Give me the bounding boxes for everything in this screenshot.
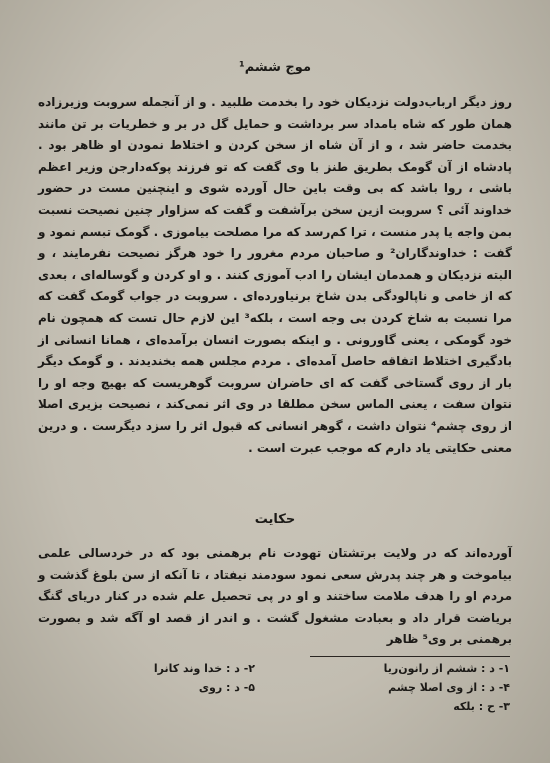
footnote-5: ۳- ح : بلکه	[453, 700, 510, 713]
footnote-2: ۲- د : خدا وند کانرا	[153, 662, 255, 675]
footnote-4: ۵- د : روی	[198, 681, 255, 694]
footnote-rule	[310, 656, 510, 657]
section-title: حکایت	[254, 512, 296, 527]
footnote-1: ۱- د : ششم از رانون‌ریا	[383, 662, 510, 675]
paragraph: روز دیگر ارباب‌دولت نزدیکان خود را بخدمت طلبید . و از آنجمله سروبت وزیرزاده همان طور که شاه بامداد سر برداشت و حمایل گل در بر و خطریات بر تن مانند بخدمت حاضر شد ، و از آن شاه از سخن کردن و اختلاط نمودن او ظاهر بود . پادشاه از آن گومک بطریق طنز با وی گفت که تو فرزند پوکه‌دارجن وزیر اعظم باشی ، روا باشد که بی وقت باین حال آورده شوی و اینچنین مست در حضور خداوند آئی ؟ سروبت ازین سخن برآشفت و گفت که سزاوار چنین نصیحت نسبت بمن واجه یا پدر منست ، ترا کم‌رسد که مرا مصلحت بیاموزی . گومک تبسم نمود و گفت : خداوندگاران² و صاحبان مردم مغرور را خود هرگز نصیحت نفرمایند ، و البته نزدیکان و همدمان ایشان را ادب آموزی کنند . و او کردن و گوساله‌ای ، بعدی که از خامی و ناپالودگی بدن شاخ برنیاورده‌ای . سروبت در جواب گومک گفت که مرا نسبت به شاخ کردن بی وجه است ، بلکه³ این لازم حال تست که همچون نام خود گومکی ، یعنی گاورونی . و اینکه بصورت انسان برآمده‌ای ، همانا انسانی از بادگیری اختلاط اتفاقه حاصل آمده‌ای . مردم مجلس همه بخندیدند . و گومک دیگر بار از روی گستاخی گفت که ای حاضران سروبت گوهریست که بهیچ وجه او را نتوان سفت ، یعنی الماس سخن مطلقا در وی اثر نمی‌کند ، نصیحت بزیری اصلا از روی چشم⁴ نتوان داشت ، گوهر انسانی که قبول اثر را سزد دیگرست . و درین معنی حکایتی یاد دارم که موجب عبرت است .	[38, 95, 513, 455]
paragraph-2: آورده‌اند که در ولایت برتشتان تهودت نام برهمنی بود که در خردسالی علمی بیاموخت و هر چند پدرش سعی نمود سودمند نیفتاد ، تا آنکه از سن بلوغ گذشت و مردم او را هدف ملامت ساختند و او در پی تحصیل علم شده در کنار دریای گنگ بریاضت قرار داد و بعبادت مشغول گشت . و اندر از قصد او آگه شد و بصورت برهمنی بر وی⁵ ظاهر	[38, 546, 512, 647]
chapter-title: موج ششم¹	[238, 60, 311, 75]
story-text	[38, 543, 512, 651]
body-text	[38, 92, 512, 459]
footnotes	[40, 662, 510, 713]
footnote-3: ۴- د : از وی اصلا چشم	[388, 681, 510, 694]
